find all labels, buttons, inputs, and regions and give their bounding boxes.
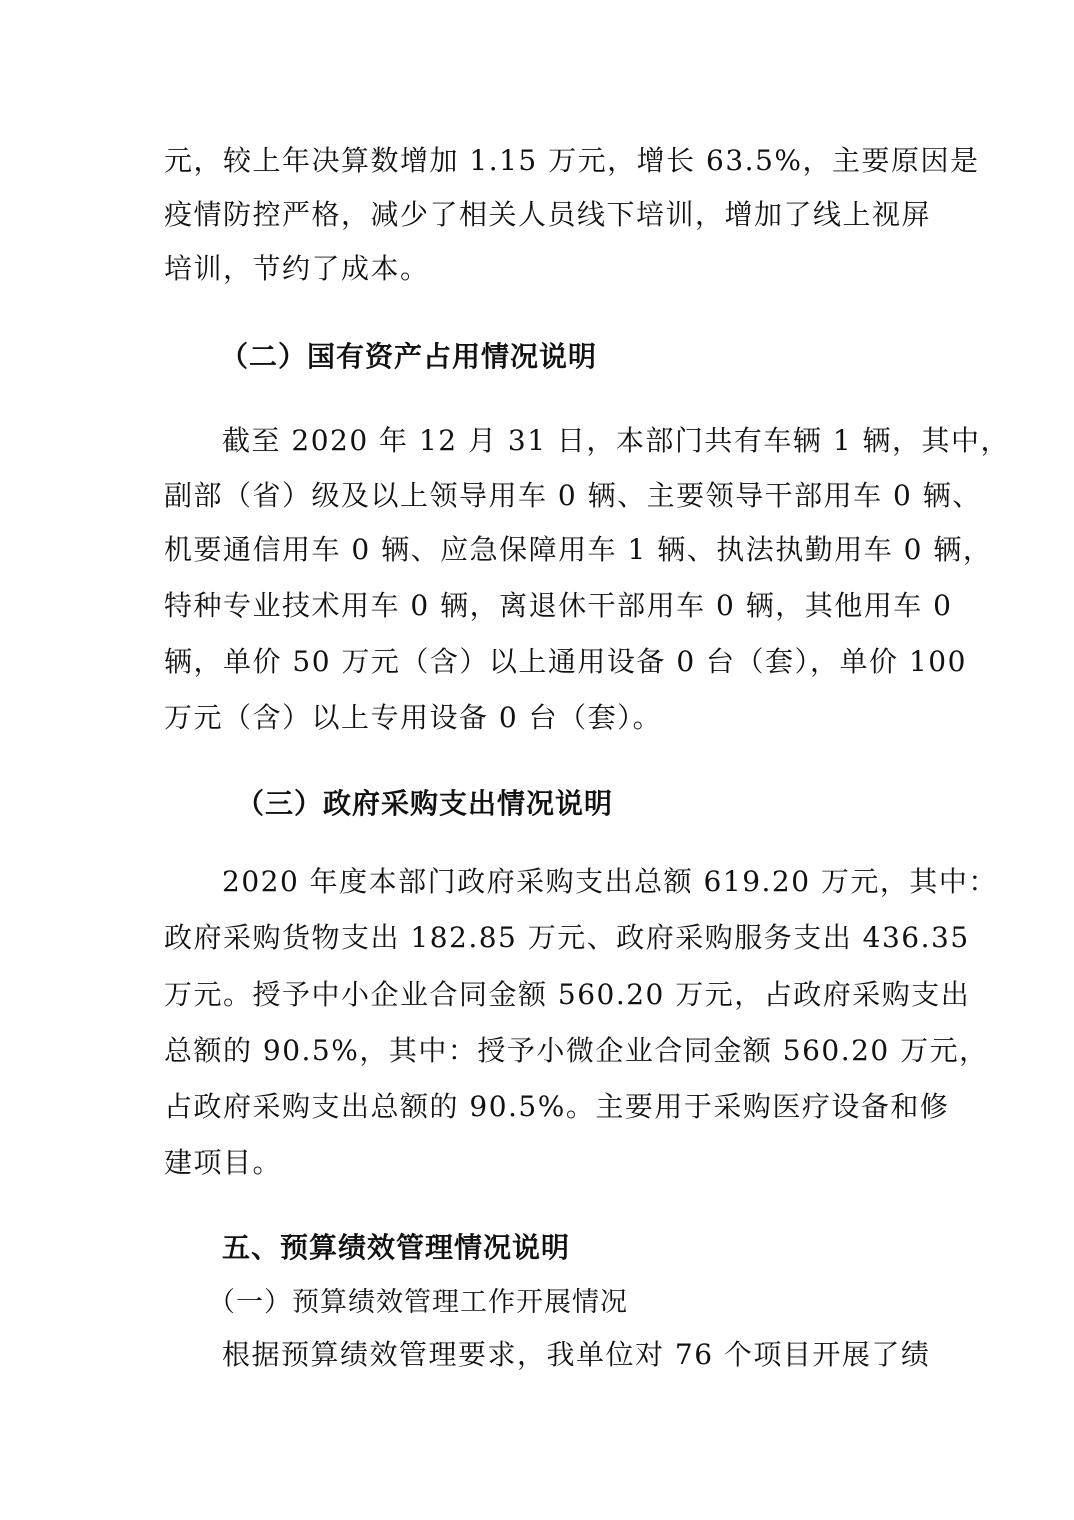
paragraph-line: 培训，节约了成本。 bbox=[164, 252, 430, 285]
section-heading-procurement: （三）政府采购支出情况说明 bbox=[236, 787, 614, 820]
paragraph-line: 占政府采购支出总额的 90.5%。主要用于采购医疗设备和修 bbox=[164, 1090, 950, 1123]
paragraph-line: 2020 年度本部门政府采购支出总额 619.20 万元，其中： bbox=[222, 865, 998, 898]
paragraph-line: 特种专业技术用车 0 辆，离退休干部用车 0 辆，其他用车 0 bbox=[164, 589, 953, 622]
paragraph-line: 总额的 90.5%，其中：授予小微企业合同金额 560.20 万元， bbox=[164, 1034, 989, 1067]
paragraph-line: 根据预算绩效管理要求，我单位对 76 个项目开展了绩 bbox=[222, 1338, 931, 1371]
section-heading-assets: （二）国有资产占用情况说明 bbox=[220, 340, 598, 373]
paragraph-line: 元，较上年决算数增加 1.15 万元，增长 63.5%，主要原因是 bbox=[164, 144, 980, 177]
paragraph-line: 机要通信用车 0 辆、应急保障用车 1 辆、执法执勤用车 0 辆， bbox=[164, 533, 993, 566]
paragraph-line: 建项目。 bbox=[164, 1146, 283, 1179]
paragraph-line: 疫情防控严格，减少了相关人员线下培训，增加了线上视屏 bbox=[164, 198, 932, 231]
paragraph-line: 副部（省）级及以上领导用车 0 辆、主要领导干部用车 0 辆、 bbox=[164, 479, 982, 512]
paragraph-line: 辆，单价 50 万元（含）以上通用设备 0 台（套），单价 100 bbox=[164, 645, 967, 678]
paragraph-line: 政府采购货物支出 182.85 万元、政府采购服务支出 436.35 bbox=[164, 921, 970, 954]
paragraph-line: 万元。授予中小企业合同金额 560.20 万元，占政府采购支出 bbox=[164, 978, 971, 1011]
paragraph-line: 万元（含）以上专用设备 0 台（套）。 bbox=[164, 701, 663, 734]
section-heading-performance: 五、预算绩效管理情况说明 bbox=[222, 1231, 571, 1264]
subsection-heading: （一）预算绩效管理工作开展情况 bbox=[208, 1287, 628, 1318]
paragraph-line: 截至 2020 年 12 月 31 日，本部门共有车辆 1 辆，其中， bbox=[222, 424, 1011, 457]
